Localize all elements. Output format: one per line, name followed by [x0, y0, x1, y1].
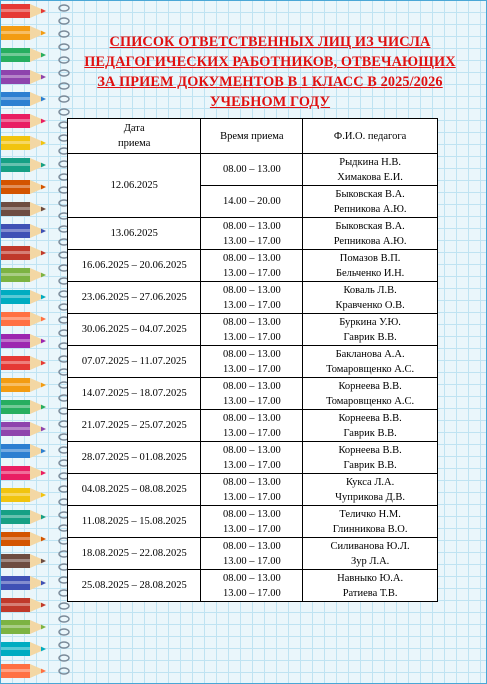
table-row	[68, 570, 438, 602]
pencil-icon	[0, 598, 46, 612]
spiral-ring-icon	[59, 603, 69, 609]
page-title: СПИСОК ОТВЕТСТВЕННЫХ ЛИЦ ИЗ ЧИСЛА ПЕДАГОГИЧЕСКИХ РАБОТНИКОВ, ОТВЕЧАЮЩИХ ЗА ПРИЕМ ДОКУМЕНТОВ В 1 КЛАСС В 2025/2026 УЧЕБНОМ ГОДУ	[84, 34, 456, 110]
spiral-ring-icon	[59, 96, 69, 102]
pencil-icon	[0, 554, 46, 568]
table-header-row	[68, 119, 438, 154]
header-date	[68, 119, 201, 154]
time-cell	[201, 538, 303, 570]
date-cell: 14.07.2025 – 18.07.2025	[68, 378, 201, 410]
teacher-name: Рыдкина Н.В.	[339, 156, 401, 168]
pencil-icon	[0, 532, 46, 546]
table-row	[68, 506, 438, 538]
pencil-icon	[0, 48, 46, 62]
pencil-icon	[0, 4, 46, 18]
teacher-cell	[303, 410, 438, 442]
teacher-name: Бельченко И.Н.	[335, 267, 405, 279]
date-cell: 18.08.2025 – 22.08.2025	[68, 538, 201, 570]
spiral-ring-icon	[59, 109, 69, 115]
teacher-name: Репникова А.Ю.	[333, 235, 407, 247]
pencil-icon	[0, 378, 46, 392]
time-cell	[201, 282, 303, 314]
teacher-cell	[303, 346, 438, 378]
teacher-name: Кукса Л.А.	[345, 476, 395, 488]
pencil-icon	[0, 400, 46, 414]
pencil-border-decoration	[0, 0, 58, 684]
pencil-icon	[0, 422, 46, 436]
table-row	[68, 410, 438, 442]
spiral-ring-icon	[59, 44, 69, 50]
time-slot: 13.00 – 17.00	[222, 267, 281, 279]
teacher-cell	[303, 474, 438, 506]
table-row	[68, 250, 438, 282]
time-slot: 13.00 – 17.00	[222, 331, 281, 343]
pencil-icon	[0, 290, 46, 304]
pencil-icon	[0, 70, 46, 84]
time-slot: 13.00 – 17.00	[222, 555, 281, 567]
teacher-cell	[303, 218, 438, 250]
teacher-name: Зур Л.А.	[350, 555, 390, 567]
time-slot: 13.00 – 17.00	[222, 299, 281, 311]
spiral-ring-icon	[59, 655, 69, 661]
table-row	[68, 538, 438, 570]
teacher-name: Ратиева Т.В.	[342, 587, 398, 599]
teacher-name: Корнеева В.В.	[338, 444, 402, 456]
time-cell	[201, 346, 303, 378]
pencil-icon	[0, 158, 46, 172]
time-slot: 13.00 – 17.00	[222, 427, 281, 439]
table-row	[68, 282, 438, 314]
date-cell: 25.08.2025 – 28.08.2025	[68, 570, 201, 602]
date-cell: 30.06.2025 – 04.07.2025	[68, 314, 201, 346]
teacher-name: Навныко Ю.А.	[337, 572, 404, 584]
date-cell: 21.07.2025 – 25.07.2025	[68, 410, 201, 442]
pencil-icon	[0, 510, 46, 524]
time-cell	[201, 410, 303, 442]
teacher-name: Быковская В.А.	[335, 188, 405, 200]
table-row	[68, 154, 438, 186]
teacher-name: Гаврик В.В.	[343, 331, 397, 343]
spiral-ring-icon	[59, 18, 69, 24]
table-row	[68, 442, 438, 474]
time-slot: 08.00 – 13.00	[222, 348, 281, 360]
pencil-icon	[0, 26, 46, 40]
table-row	[68, 346, 438, 378]
time-slot: 08.00 – 13.00	[222, 444, 281, 456]
teacher-cell	[303, 186, 438, 218]
time-slot: 08.00 – 13.00	[222, 252, 281, 264]
date-cell: 23.06.2025 – 27.06.2025	[68, 282, 201, 314]
time-cell: 08.00 – 13.00	[201, 154, 303, 186]
teacher-cell	[303, 442, 438, 474]
teacher-name: Томаровщенко А.С.	[326, 363, 415, 375]
header-date-line2: приема	[118, 138, 151, 149]
pencil-icon	[0, 268, 46, 282]
pencil-icon	[0, 312, 46, 326]
pencil-icon	[0, 444, 46, 458]
pencil-icon	[0, 136, 46, 150]
table-row	[68, 218, 438, 250]
teacher-cell	[303, 154, 438, 186]
teacher-cell	[303, 314, 438, 346]
teacher-name: Бакланова А.А.	[335, 348, 405, 360]
pencil-icon	[0, 488, 46, 502]
pencil-icon	[0, 334, 46, 348]
header-date-line1: Дата	[123, 123, 145, 134]
time-slot: 13.00 – 17.00	[222, 587, 281, 599]
teacher-name: Гаврик В.В.	[343, 427, 397, 439]
time-slot: 08.00 – 13.00	[222, 476, 281, 488]
teacher-name: Химакова Е.И.	[337, 171, 403, 183]
teacher-cell	[303, 250, 438, 282]
time-slot: 08.00 – 13.00	[222, 572, 281, 584]
time-cell	[201, 442, 303, 474]
teacher-name: Томаровщенко А.С.	[326, 395, 415, 407]
teacher-name: Корнеева В.В.	[338, 380, 402, 392]
teacher-name: Кравченко О.В.	[335, 299, 405, 311]
time-slot: 08.00 – 13.00	[222, 284, 281, 296]
spiral-ring-icon	[59, 70, 69, 76]
spiral-ring-icon	[59, 629, 69, 635]
time-cell	[201, 570, 303, 602]
teacher-name: Силиванова Ю.Л.	[330, 540, 410, 552]
date-cell: 04.08.2025 – 08.08.2025	[68, 474, 201, 506]
time-cell	[201, 250, 303, 282]
spiral-ring-icon	[59, 83, 69, 89]
pencil-icon	[0, 642, 46, 656]
time-slot: 08.00 – 13.00	[222, 220, 281, 232]
teacher-name: Корнеева В.В.	[338, 412, 402, 424]
teacher-name: Чуприкова Д.В.	[335, 491, 406, 503]
pencil-icon	[0, 114, 46, 128]
time-slot: 08.00 – 13.00	[222, 316, 281, 328]
pencil-icon	[0, 466, 46, 480]
time-slot: 13.00 – 17.00	[222, 491, 281, 503]
pencil-icon	[0, 356, 46, 370]
pencil-icon	[0, 92, 46, 106]
teacher-name: Теличко Н.М.	[339, 508, 401, 520]
table-row	[68, 378, 438, 410]
spiral-ring-icon	[59, 642, 69, 648]
time-cell	[201, 218, 303, 250]
teacher-name: Репникова А.Ю.	[333, 203, 407, 215]
time-slot: 13.00 – 17.00	[222, 363, 281, 375]
time-cell	[201, 474, 303, 506]
teacher-cell	[303, 538, 438, 570]
pencil-icon	[0, 202, 46, 216]
schedule-table	[67, 118, 438, 602]
teacher-name: Помазов В.П.	[339, 252, 401, 264]
date-cell: 12.06.2025	[68, 154, 201, 218]
pencil-icon	[0, 224, 46, 238]
date-cell: 07.07.2025 – 11.07.2025	[68, 346, 201, 378]
time-cell	[201, 506, 303, 538]
teacher-name: Быковская В.А.	[335, 220, 405, 232]
time-slot: 13.00 – 17.00	[222, 523, 281, 535]
date-cell: 13.06.2025	[68, 218, 201, 250]
pencil-icon	[0, 620, 46, 634]
teacher-name: Коваль Л.В.	[343, 284, 397, 296]
time-cell: 14.00 – 20.00	[201, 186, 303, 218]
time-slot: 08.00 – 13.00	[222, 412, 281, 424]
header-teacher: Ф.И.О. педагога	[303, 119, 438, 154]
date-cell: 16.06.2025 – 20.06.2025	[68, 250, 201, 282]
pencil-icon	[0, 576, 46, 590]
time-slot: 08.00 – 13.00	[222, 508, 281, 520]
spiral-ring-icon	[59, 31, 69, 37]
table-row	[68, 474, 438, 506]
time-slot: 13.00 – 17.00	[222, 235, 281, 247]
date-cell: 28.07.2025 – 01.08.2025	[68, 442, 201, 474]
time-slot: 08.00 – 13.00	[222, 380, 281, 392]
teacher-cell	[303, 378, 438, 410]
spiral-ring-icon	[59, 5, 69, 11]
pencil-icon	[0, 664, 46, 678]
teacher-name: Глинникова В.О.	[332, 523, 408, 535]
table-row	[68, 314, 438, 346]
teacher-cell	[303, 506, 438, 538]
teacher-name: Гаврик В.В.	[343, 459, 397, 471]
date-cell: 11.08.2025 – 15.08.2025	[68, 506, 201, 538]
spiral-ring-icon	[59, 668, 69, 674]
time-cell	[201, 378, 303, 410]
pencil-icon	[0, 246, 46, 260]
pencil-icon	[0, 180, 46, 194]
teacher-cell	[303, 570, 438, 602]
spiral-ring-icon	[59, 57, 69, 63]
teacher-name: Буркина У.Ю.	[339, 316, 401, 328]
teacher-cell	[303, 282, 438, 314]
time-slot: 13.00 – 17.00	[222, 395, 281, 407]
time-cell	[201, 314, 303, 346]
header-time: Время приема	[201, 119, 303, 154]
time-slot: 08.00 – 13.00	[222, 540, 281, 552]
time-slot: 13.00 – 17.00	[222, 459, 281, 471]
spiral-ring-icon	[59, 616, 69, 622]
